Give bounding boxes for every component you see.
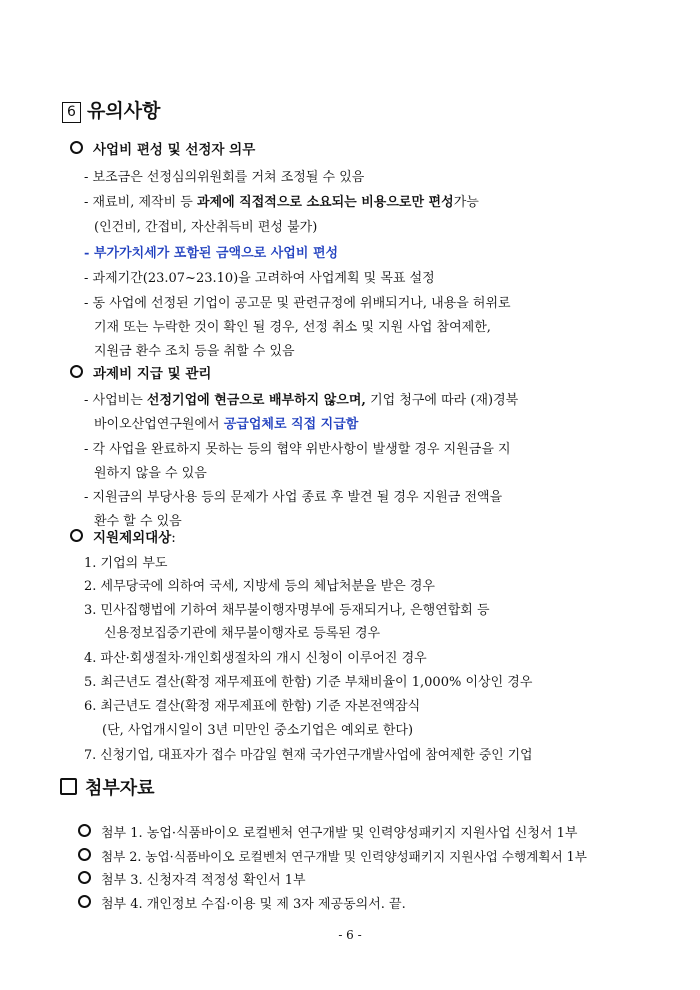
text-line: - 동 사업에 선정된 기업이 공고문 및 관련규정에 위배되거나, 내용을 허위로	[84, 296, 511, 311]
section-title: 유의사항	[87, 100, 161, 122]
circle-bullet-icon	[70, 141, 83, 154]
text-line: - 각 사업을 완료하지 못하는 등의 협약 위반사항이 발생할 경우 지원금을 지	[84, 442, 511, 457]
circle-bullet-icon	[78, 895, 91, 908]
list-item: (단, 사업개시일이 3년 미만인 중소기업은 예외로 한다)	[102, 723, 414, 738]
text-line: 지원금 환수 조치 등을 취할 수 있음	[94, 344, 295, 359]
highlight-line: - 부가가치세가 포함된 금액으로 사업비 편성	[84, 246, 339, 261]
section-attachments-heading: 첨부자료	[60, 774, 155, 800]
text-line: - 과제기간(23.07~23.10)을 고려하여 사업계획 및 목표 설정	[84, 271, 435, 286]
section-6-heading	[62, 96, 160, 123]
sub-heading-payment: 과제비 지급 및 관리	[70, 362, 211, 382]
text-line: - 보조금은 선정심의위원회를 거쳐 조정될 수 있음	[84, 170, 365, 185]
list-item: 2. 세무당국에 의하여 국세, 지방세 등의 체납처분을 받은 경우	[84, 579, 435, 594]
attachment-item: 첨부 1. 농업·식품바이오 로컬벤처 연구개발 및 인력양성패키지 지원사업 신청서 1부	[78, 822, 577, 841]
circle-bullet-icon	[70, 365, 83, 378]
list-item: 5. 최근년도 결산(확정 재무제표에 한함) 기준 부채비율이 1,000% 이상인 경우	[84, 675, 533, 690]
text-line: 바이오산업연구원에서 공급업체로 직접 지급함	[94, 417, 359, 432]
list-item: 신용정보집중기관에 채무불이행자로 등록된 경우	[104, 626, 381, 641]
attachment-item: 첨부 3. 신청자격 적정성 확인서 1부	[78, 869, 306, 888]
text-line: (인건비, 간접비, 자산취득비 편성 불가)	[94, 220, 318, 235]
circle-bullet-icon	[78, 824, 91, 837]
list-item: 7. 신청기업, 대표자가 접수 마감일 현재 국가연구개발사업에 참여제한 중인 기업	[84, 748, 533, 763]
circle-bullet-icon	[70, 529, 83, 542]
page-number: - 6 -	[338, 928, 362, 942]
text-line: - 지원금의 부당사용 등의 문제가 사업 종료 후 발견 될 경우 지원금 전액을	[84, 490, 503, 505]
text-line: 원하지 않을 수 있음	[94, 466, 207, 481]
circle-bullet-icon	[78, 871, 91, 884]
circle-bullet-icon	[78, 848, 91, 861]
attachment-item: 첨부 2. 농업·식품바이오 로컬벤처 연구개발 및 인력양성패키지 지원사업 수행계획서 1부	[78, 846, 587, 865]
sub-heading-exclusions: 지원제외대상:	[70, 526, 176, 546]
text-line: 환수 할 수 있음	[94, 514, 182, 529]
checkbox-square-icon	[60, 778, 77, 795]
list-item: 1. 기업의 부도	[84, 556, 168, 571]
text-line: - 재료비, 제작비 등 과제에 직접적으로 소요되는 비용으로만 편성가능	[84, 195, 479, 210]
list-item: 4. 파산·회생절차·개인회생절차의 개시 신청이 이루어진 경우	[84, 651, 427, 666]
sub-heading-budget: 사업비 편성 및 선정자 의무	[70, 138, 255, 158]
list-item: 3. 민사집행법에 기하여 채무불이행자명부에 등재되거나, 은행연합회 등	[84, 603, 490, 618]
section-number-box: 6	[62, 102, 81, 123]
list-item: 6. 최근년도 결산(확정 재무제표에 한함) 기준 자본전액잠식	[84, 699, 421, 714]
attachment-item: 첨부 4. 개인정보 수집·이용 및 제 3자 제공동의서. 끝.	[78, 893, 406, 912]
text-line: - 사업비는 선정기업에 현금으로 배부하지 않으며, 기업 청구에 따라 (재)경북	[84, 393, 519, 408]
text-line: 기재 또는 누락한 것이 확인 될 경우, 선정 취소 및 지원 사업 참여제한,	[94, 320, 491, 335]
